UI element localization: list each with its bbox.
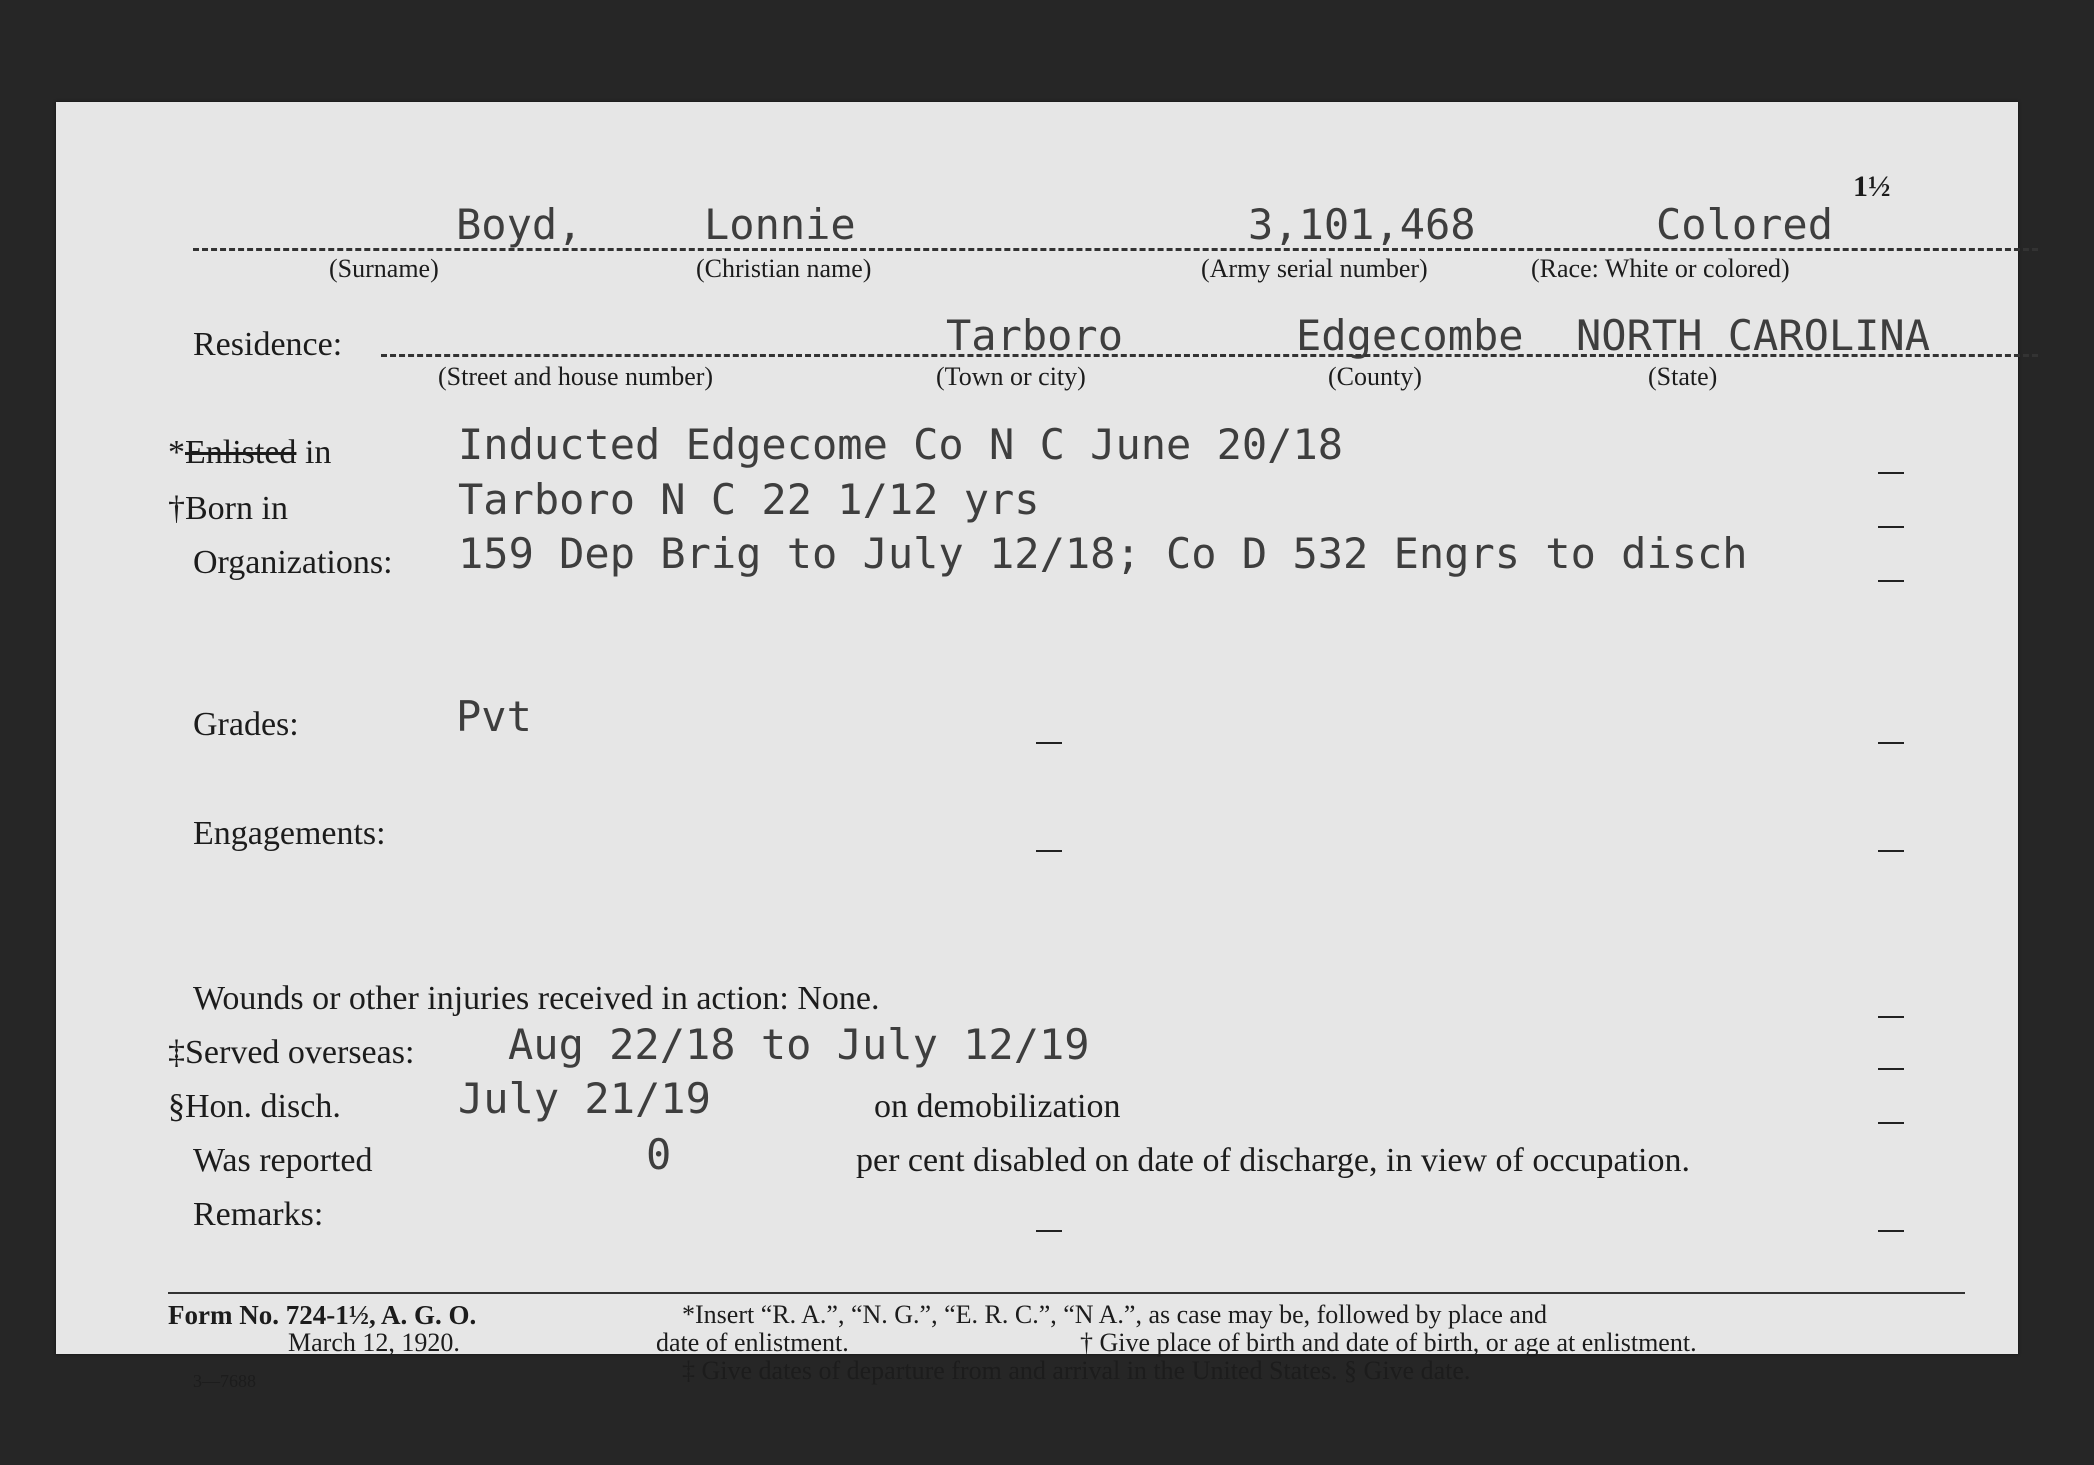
hon-disch-value: July 21/19	[458, 1074, 711, 1123]
served-overseas-marker: ‡	[168, 1034, 185, 1071]
grades-value: Pvt	[456, 692, 532, 741]
wounds-label	[193, 982, 880, 1016]
caption-state: (State)	[1648, 362, 1718, 391]
service-card	[56, 102, 2018, 1391]
residence-label: Residence:	[193, 326, 343, 363]
born-label-text: Born in	[185, 490, 288, 527]
footer-rule	[168, 1292, 1965, 1294]
caption-street: (Street and house number)	[438, 362, 714, 391]
grades-label: Grades:	[193, 706, 299, 743]
caption-county: (County)	[1328, 362, 1422, 391]
line-end-mark	[1878, 742, 1904, 744]
surname-value: Boyd,	[456, 200, 583, 249]
caption-race: (Race: White or colored)	[1531, 254, 1790, 283]
line-end-mark	[1036, 1230, 1062, 1232]
form-date: March 12, 1920.	[288, 1328, 460, 1357]
caption-serial-number: (Army serial number)	[1201, 254, 1428, 283]
line-end-mark	[1036, 850, 1062, 852]
residence-state-value: NORTH CAROLINA	[1576, 311, 1931, 360]
wounds-value: None.	[797, 980, 880, 1017]
line-end-mark	[1878, 1122, 1904, 1124]
footnote-line-1: *Insert “R. A.”, “N. G.”, “E. R. C.”, “N A.”, as case may be, followed by place and	[682, 1300, 1547, 1329]
reported-suffix: per cent disabled on date of discharge, in view of occupation.	[856, 1142, 1690, 1179]
served-overseas-label-text: Served overseas:	[185, 1034, 415, 1071]
line-end-mark	[1878, 580, 1904, 582]
served-overseas-label	[168, 1036, 414, 1070]
served-overseas-value: Aug 22/18 to July 12/19	[508, 1020, 1090, 1069]
organizations-value: 159 Dep Brig to July 12/18; Co D 532 Engrs to disch	[458, 529, 1748, 578]
hon-disch-label	[168, 1090, 341, 1124]
line-end-mark	[1878, 850, 1904, 852]
footnote-line-3: ‡ Give dates of departure from and arrival in the United States. § Give date.	[682, 1356, 1471, 1385]
enlisted-label-rest: in	[296, 434, 332, 471]
residence-dotted-line	[381, 354, 2038, 357]
form-number: Form No. 724-1½, A. G. O.	[168, 1300, 477, 1330]
race-value: Colored	[1656, 200, 1834, 249]
born-marker: †	[168, 490, 185, 527]
line-end-mark	[1878, 1230, 1904, 1232]
enlisted-struck-word: Enlisted	[185, 434, 297, 471]
line-end-mark	[1878, 1016, 1904, 1018]
wounds-label-text: Wounds or other injuries received in action:	[193, 980, 789, 1017]
footnote-line-2a: date of enlistment.	[656, 1328, 849, 1357]
serial-number-value: 3,101,468	[1248, 200, 1476, 249]
caption-surname: (Surname)	[329, 254, 439, 283]
corner-mark: 1½	[1853, 170, 1891, 203]
enlisted-marker: *	[168, 434, 185, 471]
line-end-mark	[1878, 1068, 1904, 1070]
residence-county-value: Edgecombe	[1296, 311, 1524, 360]
hon-disch-marker: §	[168, 1088, 185, 1125]
engagements-label: Engagements:	[193, 815, 386, 852]
line-end-mark	[1878, 526, 1904, 528]
reported-label: Was reported	[193, 1142, 373, 1179]
name-dotted-line	[193, 248, 2038, 251]
footnote-line-2b: † Give place of birth and date of birth, or age at enlistment.	[1080, 1328, 1697, 1357]
caption-town: (Town or city)	[936, 362, 1086, 391]
line-end-mark	[1036, 742, 1062, 744]
born-value: Tarboro N C 22 1/12 yrs	[458, 475, 1040, 524]
enlisted-label	[168, 436, 331, 470]
residence-town-value: Tarboro	[946, 311, 1124, 360]
caption-christian-name: (Christian name)	[696, 254, 872, 283]
enlisted-value: Inducted Edgecome Co N C June 20/18	[458, 420, 1344, 469]
organizations-label: Organizations:	[193, 544, 393, 581]
hon-disch-label-text: Hon. disch.	[185, 1088, 341, 1125]
reported-value: 0	[646, 1130, 672, 1179]
remarks-label: Remarks:	[193, 1196, 324, 1233]
born-label	[168, 492, 288, 526]
print-code: 3—7688	[193, 1371, 256, 1391]
hon-disch-note: on demobilization	[874, 1088, 1121, 1125]
line-end-mark	[1878, 472, 1904, 474]
christian-name-value: Lonnie	[704, 200, 856, 249]
